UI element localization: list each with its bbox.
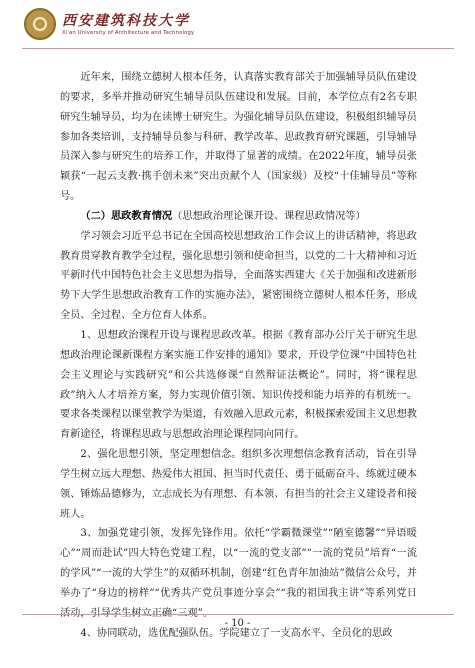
paragraph-intro: 学习领会习近平总书记在全国高校思想政治工作会议上的讲话精神，将思政教育贯穿教育教学全过程，强化思想引领和使命担当，以党的二十大精神和习近平新时代中国特色社会主义思想为指导，全面落实西建大《关于加强和改进新形势下大学生思想政治教育工作的实施办法》，紧密围绕立德树人根本任务，形成全员、全过程、全方位育人体系。 [60, 230, 417, 322]
section-heading [60, 207, 417, 227]
footer-divider [22, 614, 454, 615]
page-header [0, 0, 475, 50]
paragraph-item-1: 1、思想政治课程开设与课程思政改革。根据《教育部办公厅关于研究生思想政治理论课新课程方案实施工作安排的通知》要求，开设学位课“中国特色社会主义理论与实践研究”和公共选修课“自然辩证法概论”。同时，将“课程思政”纳入人才培养方案，努力实现价值引领、知识传授和能力培养的有机统一。要求各类课程以课堂教学为渠道，有效融入思政元素，积极探索爱国主义思想教育新途径，将课程思政与思想政治理论课程同向同行。 [60, 329, 417, 441]
header-divider [22, 48, 454, 49]
page-number: - 10 - [224, 618, 251, 629]
university-name-en: Xi'an University of Architecture and Technology [62, 30, 195, 36]
university-logo-icon [24, 8, 56, 40]
section-title: （二）思政教育情况 [80, 209, 173, 222]
section-subtitle: （思想政治理论课开设、课程思政情况等） [172, 210, 366, 222]
paragraph-item-3: 3、加强党建引领，发挥先锋作用。依托“学霸微课堂”“陋室德馨”“异语暖心”“周而赴试”四大特色党建工程，以“一流的党支部”“一流的党员”培育“一流的学风”“一流的大学生”的双循环机制，创建“红色青年加油站”微信公众号，并举办了“身边的榜样”“优秀共产党员事迹分享会”“我的祖国我主讲”等系列党日 [60, 528, 417, 599]
paragraph-counselor-team: 近年来，围绕立德树人根本任务，认真落实教育部关于加强辅导员队伍建设的要求，多举并推动研究生辅导员队伍建设和发展。目前，本学位点有2名专职研究生辅导员，均为在读博士研究生。为强化辅导员队伍建设，积极组织辅导员参加各类培训，支持辅导员参与科研、教学改革、思政教育研究课题，引导辅导员深入参与研究生的培养工作，并取得了显著的成绩。在2022年度，辅导员张颖获“一起云支教·携手创未来”突出贡献个人（国家级）及校“十佳辅导员”等称号。 [60, 72, 417, 203]
paragraph-item-4: 4、协同联动，选优配强队伍。学院建立了一支高水平、全员化的思政 [80, 627, 393, 639]
document-body [60, 68, 417, 643]
university-name-cn: 西安建筑科技大学 [62, 13, 190, 29]
paragraph-item-2: 2、强化思想引领，坚定理想信念。组织多次理想信念教育活动，旨在引导学生树立远大理想、热爱伟大祖国、担当时代责任、勇于砥砺奋斗、练就过硬本领、锤炼品德修为，立志成长为有理想、有本领、有担当的社会主义建设者和接班人。 [60, 449, 417, 520]
